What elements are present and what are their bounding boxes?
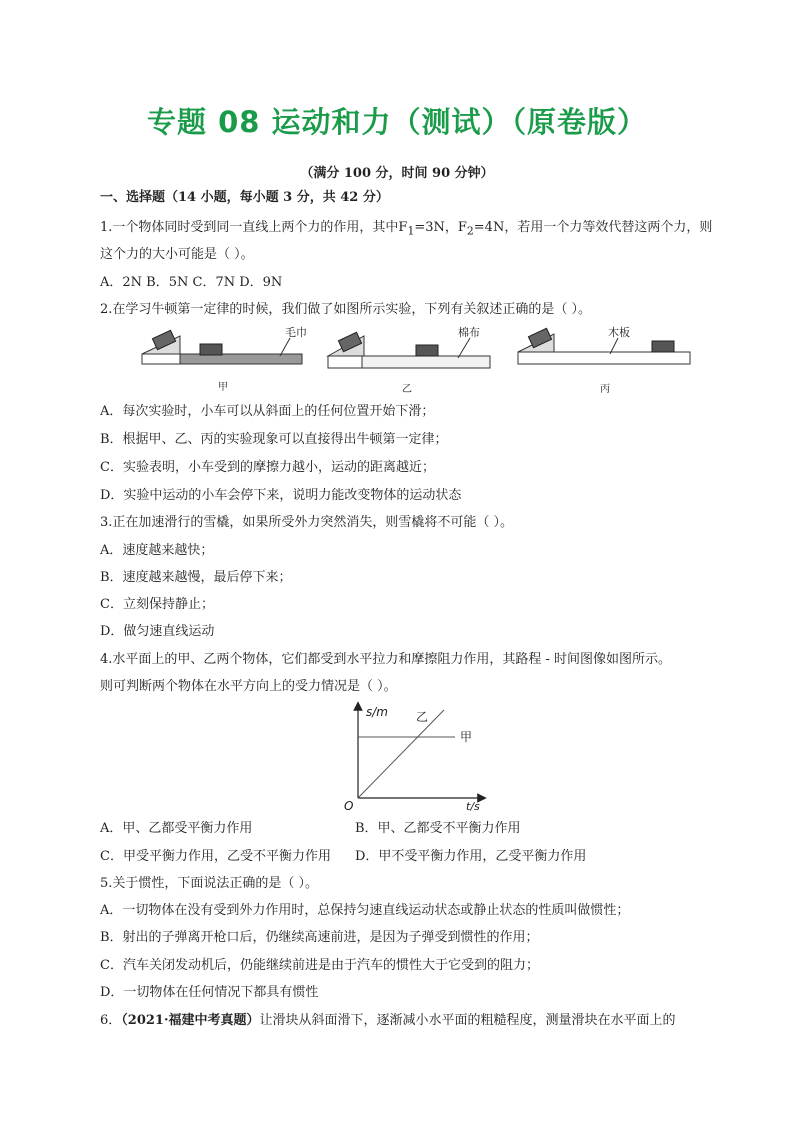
label-towel: 毛巾 xyxy=(285,326,307,339)
q3-stem: 3.正在加速滑行的雪橇，如果所受外力突然消失，则雪橇将不可能（ ）。 xyxy=(100,515,514,530)
q4-option-b: B．甲、乙都受不平衡力作用 xyxy=(355,821,521,836)
q6-stem-text: 让滑块从斜面滑下，逐渐减小水平面的粗糙程度，测量滑块在水平面上的 xyxy=(259,1013,676,1028)
label-yi: 乙 xyxy=(416,710,429,724)
q1-stem-2: 这个力的大小可能是（ ）。 xyxy=(100,247,254,262)
q4-option-a: A．甲、乙都受平衡力作用 xyxy=(100,821,253,836)
q4-option-c: C．甲受平衡力作用，乙受不平衡力作用 xyxy=(100,849,331,864)
q5-option-c: C．汽车关闭发动机后，仍能继续前进是由于汽车的惯性大于它受到的阻力； xyxy=(100,958,539,973)
q5-stem: 5.关于惯性，下面说法正确的是（ ）。 xyxy=(100,876,319,891)
q4-option-d: D．甲不受平衡力作用，乙受平衡力作用 xyxy=(355,849,587,864)
q3-option-d: D．做匀速直线运动 xyxy=(100,624,215,639)
line-yi xyxy=(358,710,444,798)
q2-option-a: A．每次实验时，小车可以从斜面上的任何位置开始下滑； xyxy=(100,404,435,419)
towel-surface xyxy=(180,354,302,364)
label-cotton: 棉布 xyxy=(458,326,480,339)
figure-yi xyxy=(328,326,490,395)
q1-stem-a: 1.一个物体同时受到同一直线上两个力的作用，其中F xyxy=(100,220,408,235)
section-heading: 一、选择题（14 小题，每小题 3 分，共 42 分） xyxy=(100,190,389,205)
label-wood: 木板 xyxy=(608,326,630,339)
q2-option-c: C．实验表明，小车受到的摩擦力越小，运动的距离越近； xyxy=(100,460,435,475)
cart-yi xyxy=(416,345,438,356)
caption-bing: 丙 xyxy=(600,384,610,395)
q6-prefix: 6． xyxy=(100,1013,122,1028)
q1-options: A．2N B．5N C．7N D．9N xyxy=(100,275,283,290)
q1-stem-b: =4N，若用一个力等效代替这两个力，则 xyxy=(473,220,713,235)
label-jia: 甲 xyxy=(460,730,473,744)
wood-surface xyxy=(518,352,690,364)
q2-option-b: B．根据甲、乙、丙的实验现象可以直接得出牛顿第一定律； xyxy=(100,432,448,447)
q4-stem-1: 4.水平面上的甲、乙两个物体，它们都受到水平拉力和摩擦阻力作用，其路程 - 时间图像如图所示。 xyxy=(100,652,672,667)
q5-option-d: D．一切物体在任何情况下都具有惯性 xyxy=(100,985,319,1000)
caption-jia: 甲 xyxy=(218,382,228,393)
q6-source-tag: （2021·福建中考真题） xyxy=(121,1013,260,1028)
figure-jia xyxy=(142,326,307,393)
q1-mid: =3N，F xyxy=(414,220,467,235)
y-axis-label: s/m xyxy=(366,705,388,719)
q4-graph xyxy=(340,700,490,812)
q3-option-b: B．速度越来越慢，最后停下来； xyxy=(100,570,292,585)
figure-bing xyxy=(518,326,690,395)
q1-sub2: 2 xyxy=(466,224,474,238)
origin-label: O xyxy=(344,799,354,812)
caption-yi: 乙 xyxy=(402,384,412,395)
q2-option-d: D．实验中运动的小车会停下来，说明力能改变物体的运动状态 xyxy=(100,488,462,503)
q3-option-a: A．速度越来越快； xyxy=(100,543,214,558)
q1-sub1: 1 xyxy=(407,224,415,238)
q4-stem-2: 则可判断两个物体在水平方向上的受力情况是（ ）。 xyxy=(100,679,397,694)
q1-stem xyxy=(100,218,713,242)
q5-option-b: B．射出的子弹离开枪口后，仍继续高速前进，是因为子弹受到惯性的作用； xyxy=(100,930,539,945)
cart-bing xyxy=(652,341,674,352)
x-axis-label: t/s xyxy=(466,800,480,812)
page-title: 专题 08 运动和力（测试）（原卷版） xyxy=(146,105,648,139)
q2-figure xyxy=(140,326,700,398)
q2-stem: 2.在学习牛顿第一定律的时候，我们做了如图所示实验，下列有关叙述正确的是（ ）。 xyxy=(100,302,592,317)
cotton-surface xyxy=(362,356,490,368)
cart-jia xyxy=(200,344,222,355)
page-subtitle: （满分 100 分，时间 90 分钟） xyxy=(300,166,494,181)
q3-option-c: C．立刻保持静止； xyxy=(100,597,214,612)
q5-option-a: A．一切物体在没有受到外力作用时，总保持匀速直线运动状态或静止状态的性质叫做惯性； xyxy=(100,903,630,918)
q6-stem xyxy=(100,1011,700,1031)
